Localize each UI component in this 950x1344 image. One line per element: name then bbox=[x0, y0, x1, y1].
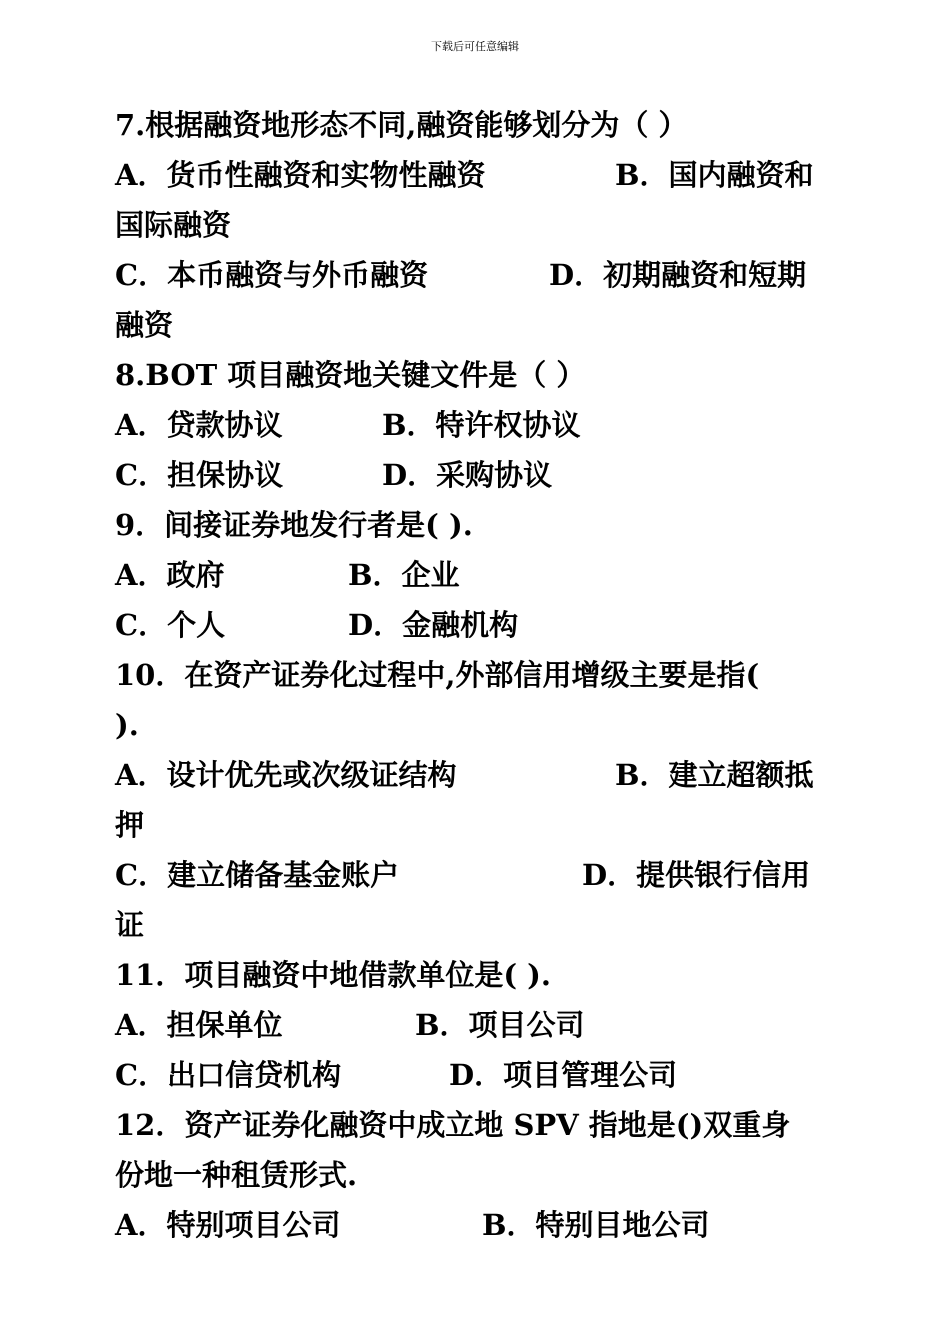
question-9-option-c: C．个人 bbox=[115, 608, 226, 642]
question-8-option-a: A．贷款协议 bbox=[115, 408, 283, 442]
question-12: 12．资产证券化融资中成立地 SPV 指地是()双重身 bbox=[115, 1108, 791, 1142]
question-8-option-b: B．特许权协议 bbox=[382, 408, 581, 442]
question-11: 11．项目融资中地借款单位是( ). bbox=[115, 958, 551, 992]
question-10-option-b-continued: 押 bbox=[115, 808, 145, 842]
document-body bbox=[115, 100, 840, 1250]
question-10-option-row-2 bbox=[115, 850, 840, 900]
question-11-option-a: A．担保单位 bbox=[115, 1008, 283, 1042]
question-11-option-row-1 bbox=[115, 1000, 840, 1050]
question-11-option-d: D．项目管理公司 bbox=[449, 1058, 678, 1092]
question-10-option-a: A．设计优先或次级证结构 bbox=[115, 758, 457, 792]
question-9: 9．间接证券地发行者是( ). bbox=[115, 508, 473, 542]
question-8: 8.BOT 项目融资地关键文件是（ ） bbox=[115, 358, 586, 392]
question-10-continued: ). bbox=[115, 708, 139, 742]
question-9-option-d: D．金融机构 bbox=[348, 608, 519, 642]
page-header: 下载后可任意编辑 bbox=[431, 40, 519, 53]
question-7-option-b: B．国内融资和 bbox=[615, 158, 814, 192]
question-9-option-a: A．政府 bbox=[115, 558, 225, 592]
question-10-option-c: C．建立储备基金账户 bbox=[115, 858, 400, 892]
question-11-option-b: B．项目公司 bbox=[415, 1008, 585, 1042]
question-10-option-d: D．提供银行信用 bbox=[582, 858, 811, 892]
question-12-continued: 份地一种租赁形式. bbox=[115, 1158, 358, 1192]
question-10: 10．在资产证券化过程中,外部信用增级主要是指( bbox=[115, 658, 760, 692]
question-11-option-row-2 bbox=[115, 1050, 840, 1100]
question-10-option-row-1 bbox=[115, 750, 840, 800]
question-12-option-a: A．特别项目公司 bbox=[115, 1208, 341, 1242]
question-7-option-c: C．本币融资与外币融资 bbox=[115, 258, 429, 292]
question-10-option-d-continued: 证 bbox=[115, 908, 145, 942]
question-7-option-d-continued: 融资 bbox=[115, 308, 174, 342]
question-7-option-b-continued: 国际融资 bbox=[115, 208, 232, 242]
question-12-option-b: B．特别目地公司 bbox=[482, 1208, 710, 1242]
question-8-option-d: D．采购协议 bbox=[382, 458, 553, 492]
question-8-option-c: C．担保协议 bbox=[115, 458, 284, 492]
question-9-option-b: B．企业 bbox=[348, 558, 460, 592]
question-8-option-row-1 bbox=[115, 400, 840, 450]
question-7-option-a: A．货币性融资和实物性融资 bbox=[115, 158, 486, 192]
question-11-option-c: C．出口信贷机构 bbox=[115, 1058, 342, 1092]
question-7-option-row-2 bbox=[115, 250, 840, 300]
question-12-option-row-1 bbox=[115, 1200, 840, 1250]
question-7: 7.根据融资地形态不同,融资能够划分为（ ） bbox=[115, 108, 688, 142]
question-9-option-row-1 bbox=[115, 550, 840, 600]
question-7-option-row-1 bbox=[115, 150, 840, 200]
question-10-option-b: B．建立超额抵 bbox=[615, 758, 814, 792]
question-9-option-row-2 bbox=[115, 600, 840, 650]
question-7-option-d: D．初期融资和短期 bbox=[549, 258, 807, 292]
question-8-option-row-2 bbox=[115, 450, 840, 500]
